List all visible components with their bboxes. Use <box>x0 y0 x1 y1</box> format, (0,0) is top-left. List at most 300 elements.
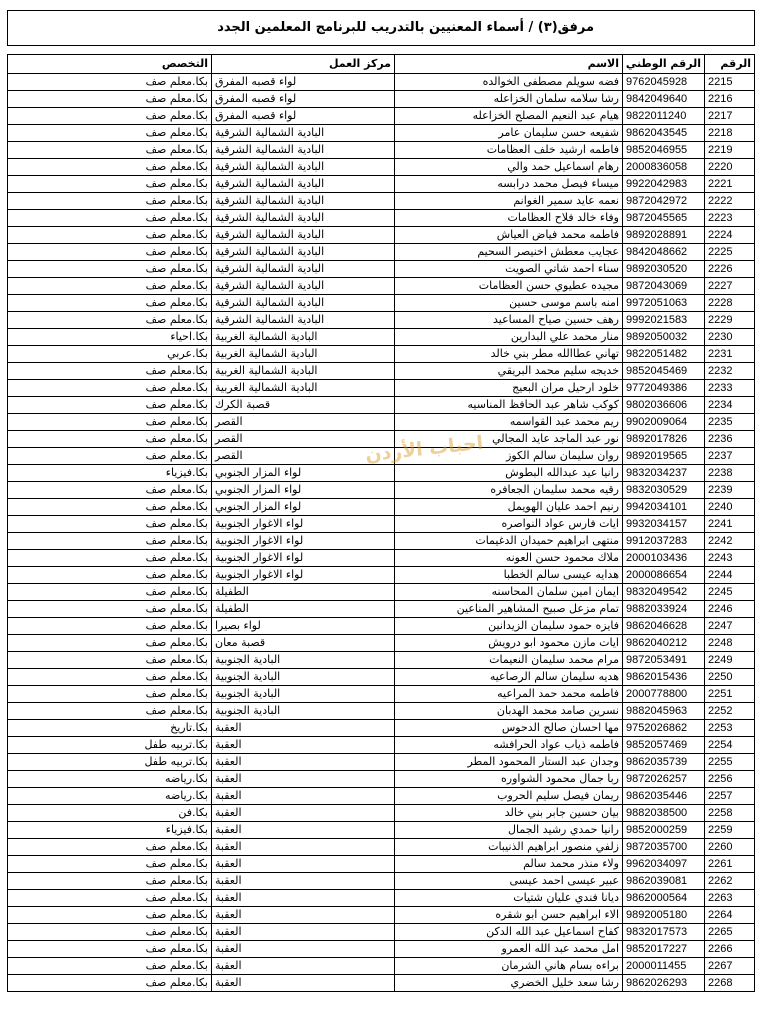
cell-name: نعمه عايد سمير الغوانم <box>395 193 623 210</box>
table-row <box>8 924 755 941</box>
cell-specialty: بكا.فيزياء <box>8 465 212 482</box>
cell-workplace: البادية الجنوبية <box>212 686 395 703</box>
table-header-row <box>8 55 755 74</box>
cell-number: 2218 <box>705 125 755 142</box>
cell-number: 2222 <box>705 193 755 210</box>
cell-specialty: بكا.معلم صف <box>8 703 212 720</box>
cell-workplace: العقبة <box>212 788 395 805</box>
table-row <box>8 975 755 992</box>
cell-specialty: بكا.معلم صف <box>8 618 212 635</box>
cell-number: 2234 <box>705 397 755 414</box>
cell-number: 2262 <box>705 873 755 890</box>
cell-workplace: الطفيلة <box>212 584 395 601</box>
cell-name: ايمان امين سلمان المحاسنه <box>395 584 623 601</box>
cell-workplace: البادية الشمالية الشرقية <box>212 210 395 227</box>
cell-name: ريم محمد عبد القواسمه <box>395 414 623 431</box>
cell-number: 2236 <box>705 431 755 448</box>
cell-name: فاطمه محمد حمد المراعيه <box>395 686 623 703</box>
cell-national-id: 9832049542 <box>623 584 705 601</box>
cell-national-id: 2000011455 <box>623 958 705 975</box>
cell-national-id: 9872035700 <box>623 839 705 856</box>
table-row <box>8 890 755 907</box>
cell-number: 2260 <box>705 839 755 856</box>
cell-workplace: العقبة <box>212 737 395 754</box>
cell-specialty: بكا.معلم صف <box>8 142 212 159</box>
table-row <box>8 414 755 431</box>
cell-specialty: بكا.معلم صف <box>8 601 212 618</box>
cell-national-id: 2000103436 <box>623 550 705 567</box>
cell-workplace: البادية الجنوبية <box>212 652 395 669</box>
cell-workplace: لواء الاغوار الجنوبية <box>212 533 395 550</box>
cell-national-id: 9862046628 <box>623 618 705 635</box>
trainees-table <box>7 10 755 992</box>
cell-name: براءه بسام هاني الشرمان <box>395 958 623 975</box>
cell-specialty: بكا.معلم صف <box>8 278 212 295</box>
cell-number: 2257 <box>705 788 755 805</box>
table-row <box>8 346 755 363</box>
cell-national-id: 9862035446 <box>623 788 705 805</box>
cell-number: 2247 <box>705 618 755 635</box>
cell-number: 2263 <box>705 890 755 907</box>
cell-name: عبير عيسى احمد عيسى <box>395 873 623 890</box>
cell-specialty: بكا.معلم صف <box>8 210 212 227</box>
cell-name: رهف حسين صياح المساعيد <box>395 312 623 329</box>
cell-workplace: لواء المزار الجنوبي <box>212 465 395 482</box>
table-row <box>8 482 755 499</box>
table-row <box>8 601 755 618</box>
table-body <box>8 74 755 992</box>
table-row <box>8 584 755 601</box>
table-row <box>8 788 755 805</box>
cell-name: كفاح اسماعيل عبد الله الدكن <box>395 924 623 941</box>
table-row <box>8 567 755 584</box>
cell-workplace: البادية الشمالية الشرقية <box>212 193 395 210</box>
cell-specialty: بكا.معلم صف <box>8 431 212 448</box>
cell-specialty: بكا.معلم صف <box>8 363 212 380</box>
cell-workplace: قصبة الكرك <box>212 397 395 414</box>
cell-specialty: بكا.معلم صف <box>8 873 212 890</box>
cell-number: 2251 <box>705 686 755 703</box>
table-row <box>8 278 755 295</box>
cell-number: 2230 <box>705 329 755 346</box>
cell-workplace: البادية الشمالية الشرقية <box>212 176 395 193</box>
table-row <box>8 737 755 754</box>
table-row <box>8 380 755 397</box>
cell-specialty: بكا.معلم صف <box>8 550 212 567</box>
cell-name: امل محمد عبد الله العمرو <box>395 941 623 958</box>
cell-name: مرام محمد سليمان النعيمات <box>395 652 623 669</box>
cell-workplace: البادية الشمالية الشرقية <box>212 159 395 176</box>
table-row <box>8 125 755 142</box>
cell-national-id: 9892017826 <box>623 431 705 448</box>
cell-name: رشا سعد خليل الخضري <box>395 975 623 992</box>
cell-number: 2258 <box>705 805 755 822</box>
cell-name: فاطمه محمد فياض العياش <box>395 227 623 244</box>
cell-national-id: 9972051063 <box>623 295 705 312</box>
cell-workplace: لواء بصيرا <box>212 618 395 635</box>
table-row <box>8 91 755 108</box>
cell-number: 2265 <box>705 924 755 941</box>
cell-name: زلفي منصور ابراهيم الذنيبات <box>395 839 623 856</box>
cell-specialty: بكا.عربي <box>8 346 212 363</box>
cell-national-id: 9892030520 <box>623 261 705 278</box>
cell-specialty: بكا.معلم صف <box>8 839 212 856</box>
cell-national-id: 9822011240 <box>623 108 705 125</box>
cell-number: 2249 <box>705 652 755 669</box>
cell-national-id: 9832017573 <box>623 924 705 941</box>
cell-specialty: بكا.فن <box>8 805 212 822</box>
cell-national-id: 9852000259 <box>623 822 705 839</box>
cell-national-id: 9872026257 <box>623 771 705 788</box>
table-row <box>8 108 755 125</box>
cell-workplace: لواء المزار الجنوبي <box>212 499 395 516</box>
cell-workplace: قصبة معان <box>212 635 395 652</box>
cell-specialty: بكا.معلم صف <box>8 159 212 176</box>
table-row <box>8 941 755 958</box>
cell-name: خلود ارحيل مران البعيج <box>395 380 623 397</box>
table-row <box>8 159 755 176</box>
cell-name: الاء ابراهيم حسن ابو شقره <box>395 907 623 924</box>
table-row <box>8 822 755 839</box>
cell-workplace: العقبة <box>212 822 395 839</box>
cell-name: خديجه سليم محمد البريقي <box>395 363 623 380</box>
cell-specialty: بكا.معلم صف <box>8 924 212 941</box>
cell-workplace: القصر <box>212 431 395 448</box>
cell-name: ريمان فيصل سليم الحروب <box>395 788 623 805</box>
cell-name: رقيه محمد سليمان الجعافره <box>395 482 623 499</box>
cell-number: 2255 <box>705 754 755 771</box>
cell-name: وفاء خالد فلاح العظامات <box>395 210 623 227</box>
cell-number: 2238 <box>705 465 755 482</box>
cell-name: رانيا حمدي رشيد الجمال <box>395 822 623 839</box>
cell-workplace: البادية الجنوبية <box>212 669 395 686</box>
cell-national-id: 9892019565 <box>623 448 705 465</box>
cell-number: 2226 <box>705 261 755 278</box>
cell-name: روان سليمان سالم الكوز <box>395 448 623 465</box>
cell-number: 2241 <box>705 516 755 533</box>
cell-workplace: البادية الشمالية الغربية <box>212 346 395 363</box>
cell-specialty: بكا.تربيه طفل <box>8 754 212 771</box>
table-row <box>8 499 755 516</box>
cell-national-id: 9832030529 <box>623 482 705 499</box>
cell-number: 2243 <box>705 550 755 567</box>
cell-name: هيام عبد النعيم المصلح الخزاعله <box>395 108 623 125</box>
table-row <box>8 754 755 771</box>
cell-name: رانيا عيد عبدالله البطوش <box>395 465 623 482</box>
cell-number: 2224 <box>705 227 755 244</box>
table-row <box>8 669 755 686</box>
cell-name: مجيده عطيوي حسن العظامات <box>395 278 623 295</box>
cell-specialty: بكا.معلم صف <box>8 686 212 703</box>
cell-name: عجايب معطش اخنيصر السحيم <box>395 244 623 261</box>
cell-specialty: بكا.فيزياء <box>8 822 212 839</box>
cell-specialty: بكا.معلم صف <box>8 397 212 414</box>
table-row <box>8 244 755 261</box>
cell-name: ايات مازن محمود ابو درويش <box>395 635 623 652</box>
cell-national-id: 9752026862 <box>623 720 705 737</box>
cell-number: 2253 <box>705 720 755 737</box>
cell-name: رشا سلامه سلمان الخزاعله <box>395 91 623 108</box>
cell-national-id: 2000778800 <box>623 686 705 703</box>
cell-workplace: لواء الاغوار الجنوبية <box>212 516 395 533</box>
cell-workplace: العقبة <box>212 890 395 907</box>
header-number: الرقم <box>705 55 755 74</box>
cell-workplace: البادية الشمالية الغربية <box>212 329 395 346</box>
cell-name: نسرين صامد محمد الهدبان <box>395 703 623 720</box>
cell-workplace: البادية الشمالية الغربية <box>212 380 395 397</box>
cell-national-id: 9852057469 <box>623 737 705 754</box>
cell-national-id: 9762045928 <box>623 74 705 91</box>
table-row <box>8 550 755 567</box>
cell-specialty: بكا.معلم صف <box>8 941 212 958</box>
cell-specialty: بكا.معلم صف <box>8 567 212 584</box>
cell-name: هدايه عيسى سالم الخطبا <box>395 567 623 584</box>
cell-national-id: 9882045963 <box>623 703 705 720</box>
cell-workplace: لواء قصبه المفرق <box>212 108 395 125</box>
cell-number: 2232 <box>705 363 755 380</box>
cell-name: ديانا فندي عليان شتيات <box>395 890 623 907</box>
cell-workplace: العقبة <box>212 839 395 856</box>
cell-name: سناء احمد شاتي الصويت <box>395 261 623 278</box>
table-row <box>8 856 755 873</box>
cell-workplace: البادية الشمالية الشرقية <box>212 244 395 261</box>
cell-national-id: 9992021583 <box>623 312 705 329</box>
cell-specialty: بكا.معلم صف <box>8 584 212 601</box>
cell-specialty: بكا.معلم صف <box>8 635 212 652</box>
cell-name: ولاء منذر محمد سالم <box>395 856 623 873</box>
cell-number: 2240 <box>705 499 755 516</box>
cell-specialty: بكا.احياء <box>8 329 212 346</box>
cell-specialty: بكا.معلم صف <box>8 652 212 669</box>
cell-national-id: 9922042983 <box>623 176 705 193</box>
cell-number: 2235 <box>705 414 755 431</box>
spacer-cell <box>8 46 755 55</box>
cell-national-id: 9962034097 <box>623 856 705 873</box>
cell-workplace: لواء قصبه المفرق <box>212 74 395 91</box>
cell-national-id: 9852046955 <box>623 142 705 159</box>
cell-specialty: بكا.معلم صف <box>8 261 212 278</box>
cell-national-id: 9772049386 <box>623 380 705 397</box>
table-row <box>8 720 755 737</box>
table-row <box>8 142 755 159</box>
cell-workplace: العقبة <box>212 958 395 975</box>
cell-national-id: 9892005180 <box>623 907 705 924</box>
cell-national-id: 9942034101 <box>623 499 705 516</box>
cell-number: 2225 <box>705 244 755 261</box>
cell-workplace: القصر <box>212 414 395 431</box>
cell-workplace: لواء الاغوار الجنوبية <box>212 550 395 567</box>
cell-national-id: 9822051482 <box>623 346 705 363</box>
cell-name: نور عبد الماجد عايد المجالي <box>395 431 623 448</box>
cell-specialty: بكا.معلم صف <box>8 482 212 499</box>
cell-number: 2245 <box>705 584 755 601</box>
table-row <box>8 193 755 210</box>
cell-workplace: العقبة <box>212 805 395 822</box>
cell-number: 2221 <box>705 176 755 193</box>
cell-name: بيان حسين جابر بني خالد <box>395 805 623 822</box>
cell-number: 2233 <box>705 380 755 397</box>
table-row <box>8 227 755 244</box>
table-row <box>8 210 755 227</box>
table-row <box>8 312 755 329</box>
cell-name: ايات فارس عواد النواصره <box>395 516 623 533</box>
cell-specialty: بكا.معلم صف <box>8 295 212 312</box>
cell-national-id: 9932034157 <box>623 516 705 533</box>
cell-specialty: بكا.معلم صف <box>8 499 212 516</box>
cell-national-id: 9842049640 <box>623 91 705 108</box>
cell-name: تهاني عطاالله مطر بني خالد <box>395 346 623 363</box>
cell-name: مها احسان صالح الدحوس <box>395 720 623 737</box>
cell-national-id: 9862015436 <box>623 669 705 686</box>
cell-number: 2261 <box>705 856 755 873</box>
cell-national-id: 9872042972 <box>623 193 705 210</box>
cell-specialty: بكا.معلم صف <box>8 414 212 431</box>
cell-specialty: بكا.معلم صف <box>8 907 212 924</box>
cell-workplace: لواء المزار الجنوبي <box>212 482 395 499</box>
cell-national-id: 9872053491 <box>623 652 705 669</box>
cell-workplace: البادية الشمالية الشرقية <box>212 261 395 278</box>
cell-number: 2229 <box>705 312 755 329</box>
cell-workplace: البادية الشمالية الغربية <box>212 363 395 380</box>
header-specialty: التخصص <box>8 55 212 74</box>
table-row <box>8 261 755 278</box>
table-row <box>8 397 755 414</box>
table-row <box>8 635 755 652</box>
header-workplace: مركز العمل <box>212 55 395 74</box>
cell-national-id: 9852017227 <box>623 941 705 958</box>
cell-specialty: بكا.معلم صف <box>8 516 212 533</box>
watermark-text: احباب الأردن <box>364 431 485 467</box>
cell-national-id: 2000836058 <box>623 159 705 176</box>
cell-specialty: بكا.معلم صف <box>8 448 212 465</box>
cell-national-id: 9852045469 <box>623 363 705 380</box>
cell-number: 2231 <box>705 346 755 363</box>
cell-name: ملاك محمود حسن العونه <box>395 550 623 567</box>
cell-name: كوكب شاهر عبد الحافظ المناسيه <box>395 397 623 414</box>
cell-number: 2246 <box>705 601 755 618</box>
cell-specialty: بكا.تاريخ <box>8 720 212 737</box>
cell-workplace: العقبة <box>212 873 395 890</box>
cell-specialty: بكا.معلم صف <box>8 975 212 992</box>
cell-number: 2248 <box>705 635 755 652</box>
cell-number: 2266 <box>705 941 755 958</box>
cell-workplace: البادية الشمالية الشرقية <box>212 125 395 142</box>
cell-name: رهام اسماعيل حمد والي <box>395 159 623 176</box>
cell-number: 2227 <box>705 278 755 295</box>
cell-number: 2237 <box>705 448 755 465</box>
cell-national-id: 9882038500 <box>623 805 705 822</box>
cell-national-id: 9862026293 <box>623 975 705 992</box>
cell-name: ربا جمال محمود الشواوره <box>395 771 623 788</box>
cell-workplace: البادية الشمالية الشرقية <box>212 227 395 244</box>
cell-name: تمام مزعل صبيح المشاهير المناعين <box>395 601 623 618</box>
cell-name: فاطمه ارشيد خلف العظامات <box>395 142 623 159</box>
cell-specialty: بكا.معلم صف <box>8 890 212 907</box>
cell-specialty: بكا.معلم صف <box>8 125 212 142</box>
cell-name: ميساء فيصل محمد درابسه <box>395 176 623 193</box>
table-row <box>8 907 755 924</box>
cell-specialty: بكا.معلم صف <box>8 856 212 873</box>
cell-name: امنه باسم موسى حسين <box>395 295 623 312</box>
cell-name: رنيم احمد عليان الهويمل <box>395 499 623 516</box>
table-row <box>8 771 755 788</box>
table-row <box>8 958 755 975</box>
cell-specialty: بكا.تربيه طفل <box>8 737 212 754</box>
cell-workplace: البادية الشمالية الشرقية <box>212 142 395 159</box>
table-row <box>8 618 755 635</box>
cell-national-id: 9902009064 <box>623 414 705 431</box>
cell-specialty: بكا.معلم صف <box>8 244 212 261</box>
table-row <box>8 176 755 193</box>
table-row <box>8 329 755 346</box>
cell-national-id: 9862000564 <box>623 890 705 907</box>
spacer-row <box>8 46 755 55</box>
cell-workplace: البادية الشمالية الشرقية <box>212 295 395 312</box>
table-row <box>8 652 755 669</box>
cell-specialty: بكا.معلم صف <box>8 227 212 244</box>
table-row <box>8 686 755 703</box>
cell-number: 2228 <box>705 295 755 312</box>
cell-workplace: العقبة <box>212 924 395 941</box>
cell-national-id: 9862040212 <box>623 635 705 652</box>
cell-national-id: 9872043069 <box>623 278 705 295</box>
table-row <box>8 465 755 482</box>
cell-national-id: 9892028891 <box>623 227 705 244</box>
cell-name: فضه سويلم مصطفى الخوالده <box>395 74 623 91</box>
cell-number: 2239 <box>705 482 755 499</box>
cell-workplace: لواء قصبه المفرق <box>212 91 395 108</box>
cell-name: وجدان عبد الستار المحمود المطر <box>395 754 623 771</box>
cell-number: 2242 <box>705 533 755 550</box>
cell-number: 2259 <box>705 822 755 839</box>
cell-workplace: الطفيلة <box>212 601 395 618</box>
cell-workplace: العقبة <box>212 754 395 771</box>
cell-specialty: بكا.معلم صف <box>8 380 212 397</box>
cell-number: 2220 <box>705 159 755 176</box>
table-row <box>8 74 755 91</box>
cell-number: 2267 <box>705 958 755 975</box>
cell-national-id: 9832034237 <box>623 465 705 482</box>
cell-name: هديه سليمان سالم الرصاعيه <box>395 669 623 686</box>
cell-specialty: بكا.معلم صف <box>8 193 212 210</box>
cell-number: 2217 <box>705 108 755 125</box>
cell-specialty: بكا.معلم صف <box>8 533 212 550</box>
cell-specialty: بكا.معلم صف <box>8 669 212 686</box>
cell-workplace: لواء الاغوار الجنوبية <box>212 567 395 584</box>
cell-national-id: 9912037283 <box>623 533 705 550</box>
cell-specialty: بكا.معلم صف <box>8 312 212 329</box>
cell-specialty: بكا.معلم صف <box>8 74 212 91</box>
cell-national-id: 9882033924 <box>623 601 705 618</box>
cell-national-id: 9862039081 <box>623 873 705 890</box>
cell-name: منتهى ابراهيم حميدان الدغيمات <box>395 533 623 550</box>
cell-specialty: بكا.معلم صف <box>8 958 212 975</box>
cell-name: فايزه حمود سليمان الزيدانين <box>395 618 623 635</box>
cell-workplace: العقبة <box>212 720 395 737</box>
cell-number: 2268 <box>705 975 755 992</box>
cell-name: منار محمد علي البدارين <box>395 329 623 346</box>
cell-workplace: العقبة <box>212 771 395 788</box>
title-row <box>8 11 755 46</box>
cell-specialty: بكا.معلم صف <box>8 108 212 125</box>
cell-number: 2256 <box>705 771 755 788</box>
document-title: مرفق(٣) / أسماء المعنيين بالتدريب للبرنامج المعلمين الجدد <box>8 11 755 46</box>
cell-number: 2215 <box>705 74 755 91</box>
cell-national-id: 9862043545 <box>623 125 705 142</box>
cell-workplace: البادية الشمالية الشرقية <box>212 312 395 329</box>
cell-national-id: 9842048662 <box>623 244 705 261</box>
table-row <box>8 295 755 312</box>
